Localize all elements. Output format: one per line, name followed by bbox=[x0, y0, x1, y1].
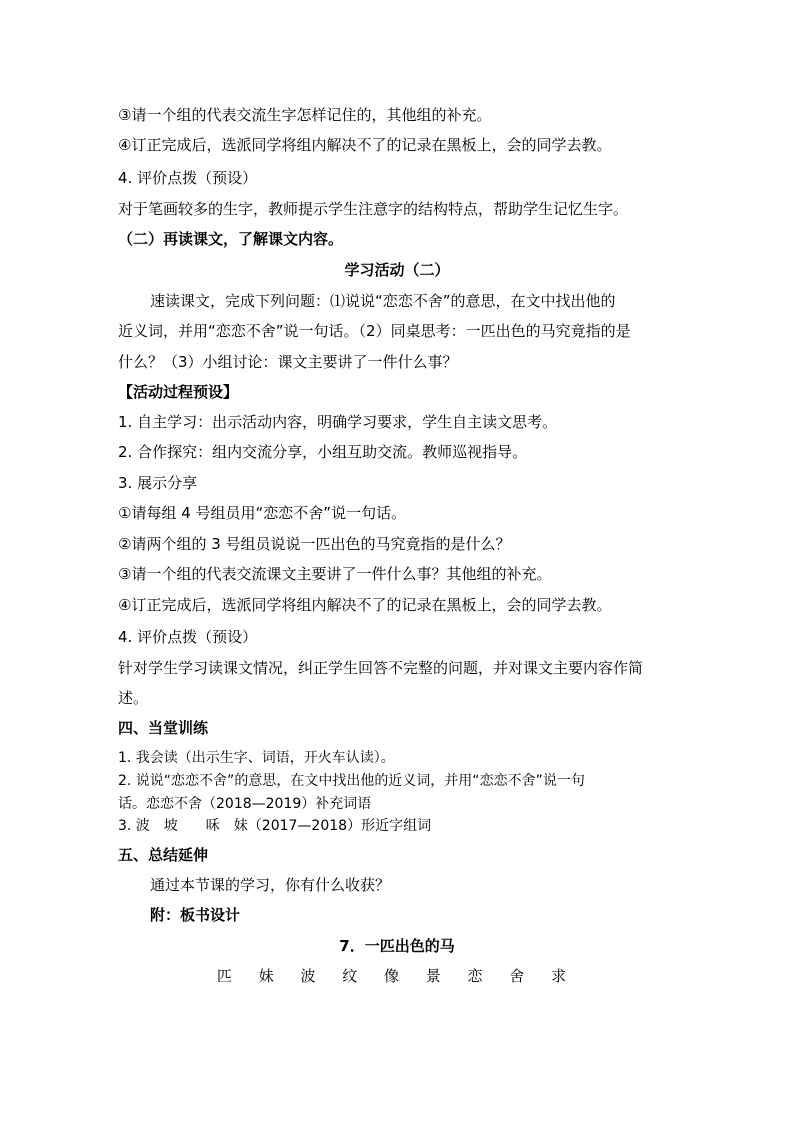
process-heading: 【活动过程预设】 bbox=[118, 383, 239, 401]
evaluation-heading: 4. 评价点拨（预设） bbox=[118, 169, 258, 187]
evaluation-text: 对于笔画较多的生字，教师提示学生注意字的结构特点，帮助学生记忆生字。 bbox=[118, 200, 629, 218]
summary-text: 通过本节课的学习，你有什么收获？ bbox=[150, 876, 391, 894]
evaluation-heading-2: 4. 评价点拨（预设） bbox=[118, 628, 258, 646]
section-heading-summary: 五、总结延伸 bbox=[118, 846, 209, 864]
board-title: 7．一匹出色的马 bbox=[339, 937, 455, 955]
practice-item-3: 3. 波 坡 咊 妹（2017—2018）形近字组词 bbox=[118, 818, 432, 834]
activity-paragraph-line-3: 什么？（3）小组讨论：课文主要讲了一件什么事？ bbox=[118, 353, 458, 371]
share-item-3: ③请一个组的代表交流课文主要讲了一件什么事？其他组的补充。 bbox=[118, 565, 552, 583]
section-heading-practice: 四、当堂训练 bbox=[118, 719, 209, 737]
activity-paragraph-line-2: 近义词，并用“恋恋不舍”说一句话。（2）同桌思考：一匹出色的马究竟指的是 bbox=[118, 322, 631, 340]
step-3-text: ③请一个组的代表交流生字怎样记住的，其他组的补充。 bbox=[118, 106, 492, 124]
process-item-3: 3. 展示分享 bbox=[118, 474, 198, 492]
board-design-heading: 附：板书设计 bbox=[150, 906, 241, 924]
evaluation-text-2-line-2: 述。 bbox=[118, 689, 149, 707]
practice-item-2-line-2: 话。恋恋不舍（2018—2019）补充词语 bbox=[118, 796, 372, 812]
step-4-text: ④订正完成后，选派同学将组内解决不了的记录在黑板上，会的同学去教。 bbox=[118, 136, 612, 154]
share-item-4: ④订正完成后，选派同学将组内解决不了的记录在黑板上，会的同学去教。 bbox=[118, 596, 612, 614]
activity-title: 学习活动（二） bbox=[344, 261, 450, 279]
process-item-2: 2. 合作探究：组内交流分享，小组互助交流。教师巡视指导。 bbox=[118, 443, 528, 461]
board-characters: 匹 妹 波 纹 像 景 恋 舍 求 bbox=[216, 967, 578, 985]
practice-item-2-line-1: 2. 说说“恋恋不舍”的意思，在文中找出他的近义词，并用“恋恋不舍”说一句 bbox=[118, 773, 585, 789]
section-heading-reread: （二）再读课文，了解课文内容。 bbox=[118, 230, 344, 248]
evaluation-text-2-line-1: 针对学生学习读课文情况，纠正学生回答不完整的问题，并对课文主要内容作简 bbox=[118, 659, 644, 677]
share-item-2: ②请两个组的 3 号组员说说一匹出色的马究竟指的是什么？ bbox=[118, 535, 511, 553]
process-item-1: 1. 自主学习：出示活动内容，明确学习要求，学生自主读文思考。 bbox=[118, 413, 558, 431]
share-item-1: ①请每组 4 号组员用“恋恋不舍”说一句话。 bbox=[118, 504, 407, 522]
practice-item-1: 1. 我会读（出示生字、词语，开火车认读）。 bbox=[118, 750, 395, 766]
activity-paragraph-line-1: 速读课文，完成下列问题：⑴说说“恋恋不舍”的意思，在文中找出他的 bbox=[150, 292, 616, 310]
